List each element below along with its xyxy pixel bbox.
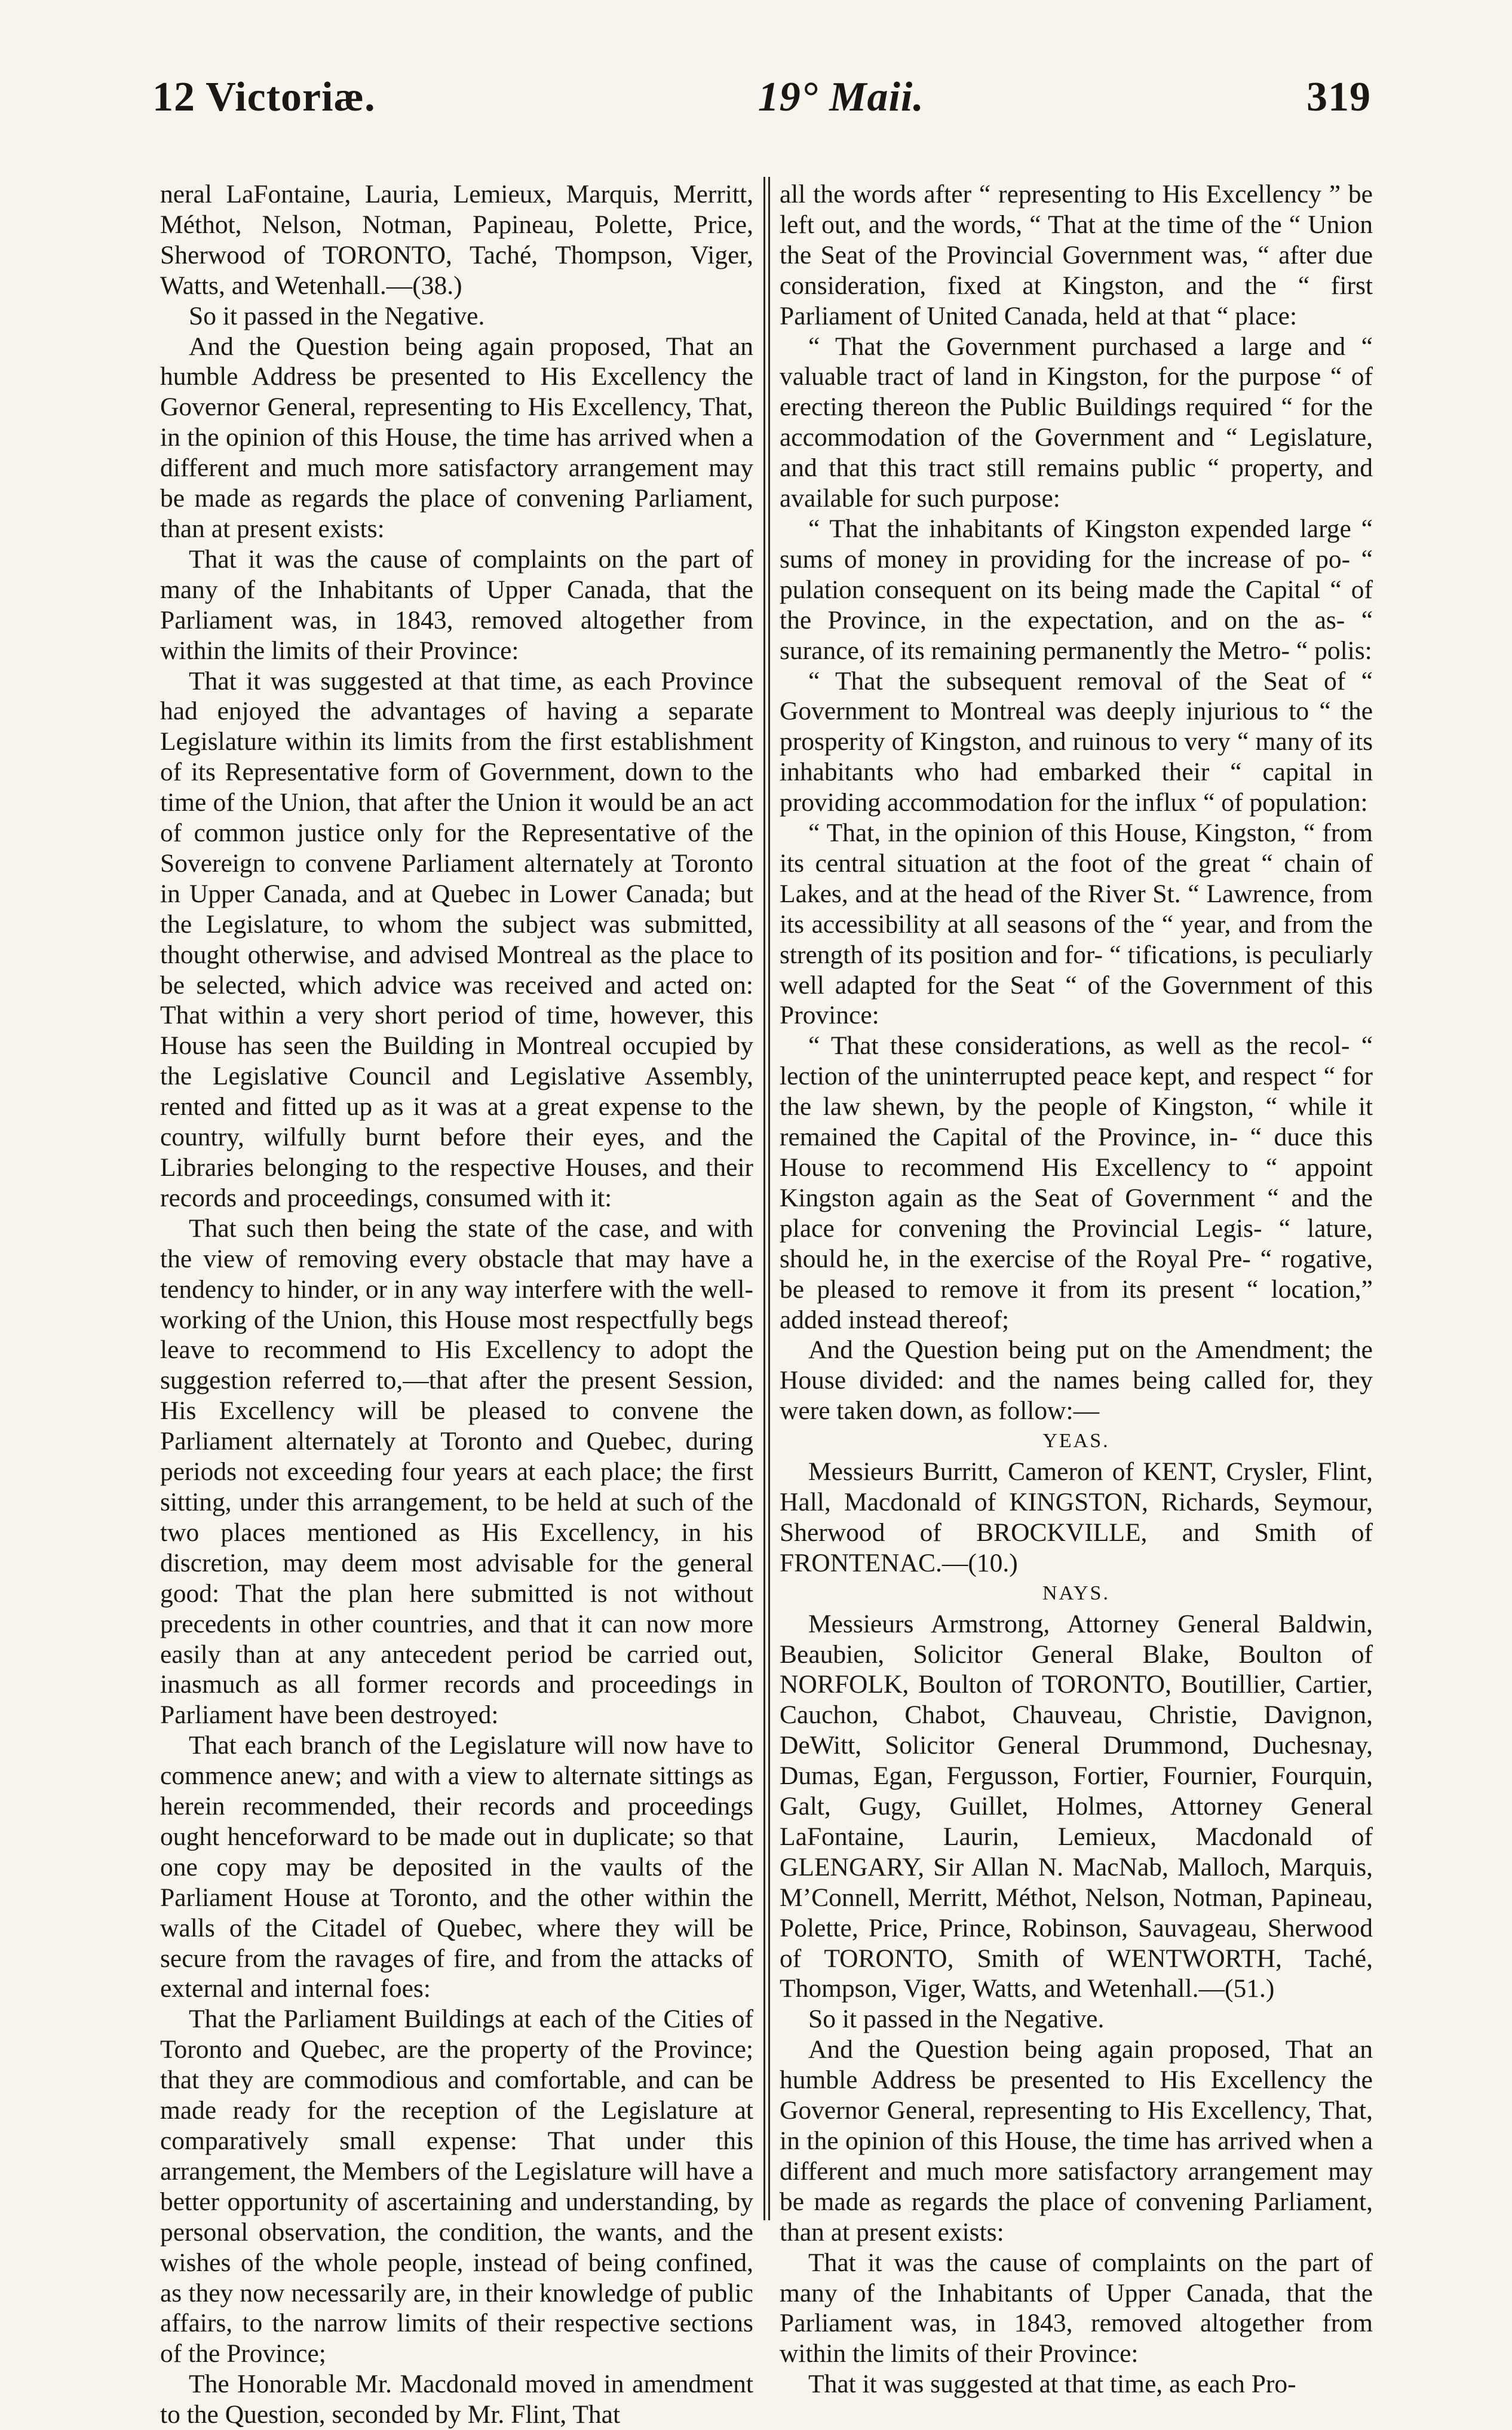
paragraph: “ That these considerations, as well as the recol- “ lection of the uninterrupted peace kept, and respect “ for the law shewn, by the people of Kingston, “ while it remained the Capital of the Province, in- “ duce this House to recommend His Excellency to “ appoint Kingston again as the Seat of Government “ and the place for convening the Provincial Legis- “ lature, should he, in the exercise of the Royal Pre- “ rogative, be pleased to remove it from its present “ location,” added instead thereof; xyxy=(780,1031,1373,1334)
paragraph: “ That the Government purchased a large and “ valuable tract of land in Kingston, for the purpose “ of erecting thereon the Public Buildings required “ for the accommodation of the Government and “ Legislature, and that this tract still remains public “ property, and available for such purpose: xyxy=(780,332,1373,513)
paragraph: So it passed in the Negative. xyxy=(189,301,485,330)
paragraph: “ That the inhabitants of Kingston expended large “ sums of money in providing for the increase of po- “ pulation consequent on its being made the Capital “ of the Province, in the expectation, and on the as- “ surance, of its remaining permanently the Metro- “ polis: xyxy=(780,514,1373,665)
right-column xyxy=(780,179,1373,2400)
paragraph: “ That the subsequent removal of the Seat of “ Government to Montreal was deeply injurious to “ the prosperity of Kingston, and ruinous to very “ many of its inhabitants who had embarked their “ capital in providing accommodation for the influx “ of population: xyxy=(780,666,1373,817)
paragraph: Messieurs Armstrong, Attorney General Baldwin, Beaubien, Solicitor General Blake, Boulton of NORFOLK, Boulton of TORONTO, Boutillier, Cartier, Cauchon, Chabot, Chauveau, Christie, Davignon, DeWitt, Solicitor General Drummond, Duchesnay, Dumas, Egan, Fergusson, Fortier, Fournier, Fourquin, Galt, Gugy, Guillet, Holmes, Attorney General LaFontaine, Laurin, Lemieux, Macdonald of GLENGARY, Sir Allan N. MacNab, Malloch, Marquis, M’Connell, Merritt, Méthot, Nelson, Notman, Papineau, Polette, Price, Prince, Robinson, Sauvageau, Sherwood of TORONTO, Smith of WENTWORTH, Taché, Thompson, Viger, Watts, and Wetenhall.—(51.) xyxy=(780,1609,1373,2003)
paragraph: That such then being the state of the case, and with the view of removing every obstacle that may have a tendency to hinder, or in any way interfere with the well-working of the Union, this House most respectfully begs leave to recommend to His Excellency to adopt the suggestion referred to,—that after the present Session, His Excellency will be pleased to convene the Parliament alternately at Toronto and Quebec, during periods not exceeding four years at each place; the first sitting, under this arrangement, to be held at such of the two places mentioned as His Excellency, in his discretion, may deem most advisable for the general good: That the plan here submitted is not without precedents in other countries, and that it can now more easily than at any antecedent period be carried out, inasmuch as all former records and proceedings in Parliament have been destroyed: xyxy=(160,1214,753,1730)
paragraph: That the Parliament Buildings at each of the Cities of Toronto and Quebec, are the property of the Province; that they are commodious and comfortable, and can be made ready for the reception of the Legislature at comparatively small expense: That under this arrangement, the Members of the Legislature will have a better opportunity of ascertaining and understanding, by personal observation, the condition, the wants, and the wishes of the whole people, instead of being confined, as they now necessarily are, in their knowledge of public affairs, to the narrow limits of their respective sections of the Province; xyxy=(160,2005,753,2368)
paragraph: That it was the cause of complaints on the part of many of the Inhabitants of Upper Canada, that the Parliament was, in 1843, removed altogether from within the limits of their Province: xyxy=(780,2248,1373,2368)
column-divider-rule xyxy=(768,177,770,2220)
paragraph: So it passed in the Negative. xyxy=(808,2005,1105,2034)
left-column xyxy=(160,179,753,2430)
paragraph: The Honorable Mr. Macdonald moved in amendment to the Question, seconded by Mr. Flint, That xyxy=(160,2370,753,2429)
paragraph: And the Question being again proposed, That an humble Address be presented to His Excellency the Governor General, representing to His Excellency, That, in the opinion of this House, the time has arrived when a different and much more satisfactory arrangement may be made as regards the place of convening Parliament, than at present exists: xyxy=(780,2035,1373,2247)
paragraph: And the Question being again proposed, That an humble Address be presented to His Excellency the Governor General, representing to His Excellency, That, in the opinion of this House, the time has arrived when a different and much more satisfactory arrangement may be made as regards the place of convening Parliament, than at present exists: xyxy=(160,332,753,543)
paragraph: That each branch of the Legislature will now have to commence anew; and with a view to alternate sittings as herein recommended, their records and proceedings ought henceforward to be made out in duplicate; so that one copy may be deposited in the vaults of the Parliament House at Toronto, and the other within the walls of the Citadel of Quebec, where they will be secure from the ravages of fire, and from the attacks of external and internal foes: xyxy=(160,1731,753,2003)
paragraph: That it was suggested at that time, as each Pro- xyxy=(808,2370,1296,2399)
paragraph: Messieurs Burritt, Cameron of KENT, Crysler, Flint, Hall, Macdonald of KINGSTON, Richards, Seymour, Sherwood of BROCKVILLE, and Smith of FRONTENAC.—(10.) xyxy=(780,1457,1373,1577)
page-header xyxy=(152,71,1371,124)
section-heading: NAYS. xyxy=(1042,1582,1110,1604)
regnal-year: 12 Victoriæ. xyxy=(152,74,376,120)
paragraph: That it was suggested at that time, as each Province had enjoyed the advantages of having a separate Legislature within its limits from the first establishment of its Representative form of Government, down to the time of the Union, that after the Union it would be an act of common justice only for the Representative of the Sovereign to convene Parliament alternately at Toronto in Upper Canada, and at Quebec in Lower Canada; but the Legislature, to whom the subject was submitted, thought otherwise, and advised Montreal as the place to be selected, which advice was received and acted on: That within a very short period of time, however, this House has seen the Building in Montreal occupied by the Legislative Council and Legislative Assembly, rented and fitted up as it was at a great expense to the country, wilfully burnt before their eyes, and the Libraries belonging to the respective Houses, and their records and proceedings, consumed with it: xyxy=(160,666,753,1212)
header-date: 19° Maii. xyxy=(757,74,924,120)
paragraph: That it was the cause of complaints on the part of many of the Inhabitants of Upper Canada, that the Parliament was, in 1843, removed altogether from within the limits of their Province: xyxy=(160,544,753,665)
section-heading: YEAS. xyxy=(1042,1430,1110,1453)
paragraph: neral LaFontaine, Lauria, Lemieux, Marquis, Merritt, Méthot, Nelson, Notman, Papineau, Polette, Price, Sherwood of TORONTO, Taché, Thompson, Viger, Watts, and Wetenhall.—(38.) xyxy=(160,180,753,300)
paragraph: And the Question being put on the Amendment; the House divided: and the names being called for, they were taken down, as follow:— xyxy=(780,1335,1373,1426)
paragraph: all the words after “ representing to His Excellency ” be left out, and the words, “ That at the time of the “ Union the Seat of the Provincial Government was, “ after due consideration, fixed at Kingston, and the “ first Parliament of United Canada, held at that “ place: xyxy=(780,180,1373,330)
page-number: 319 xyxy=(1306,74,1371,120)
paragraph: “ That, in the opinion of this House, Kingston, “ from its central situation at the foot of the great “ chain of Lakes, and at the head of the River St. “ Lawrence, from its accessibility at all seasons of the “ year, and from the strength of its position and for- “ tifications, is peculiarly well adapted for the Seat “ of the Government of this Province: xyxy=(780,819,1373,1030)
column-divider-rule xyxy=(763,177,765,2220)
